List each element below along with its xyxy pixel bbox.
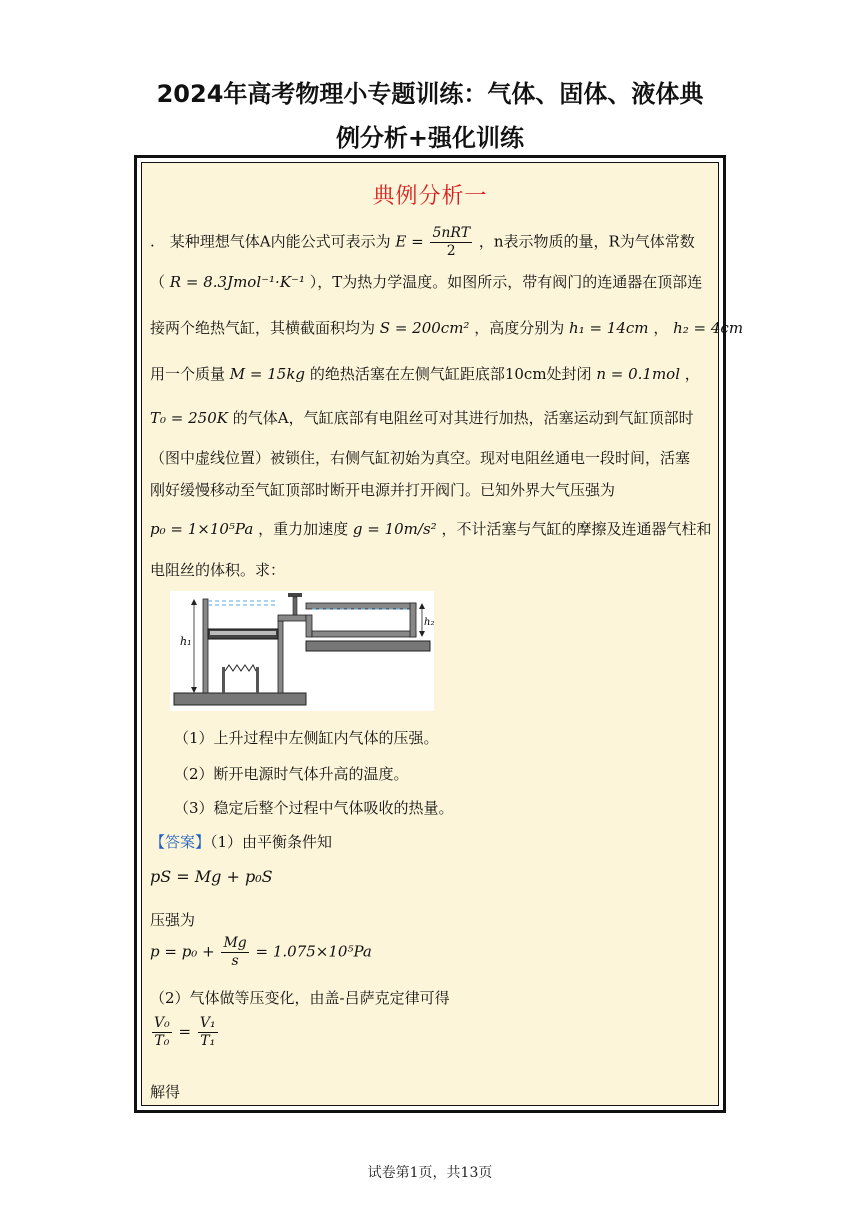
page-footer: 试卷第1页，共13页 bbox=[367, 1165, 493, 1181]
gravity-value: g = 10m/s² bbox=[352, 520, 437, 538]
problem-text: 的绝热活塞在左侧气缸距底部10cm处封闭 bbox=[309, 365, 592, 383]
problem-line-9: 电阻丝的体积。求： bbox=[150, 561, 286, 579]
equation-1: pS = Mg + p₀S bbox=[150, 867, 273, 886]
problem-line-8 bbox=[150, 518, 711, 539]
h1-arrow-head-top bbox=[191, 599, 197, 605]
problem-line-3 bbox=[150, 317, 743, 338]
left-base-platform bbox=[174, 693, 306, 705]
equation-3: $\frac{\text{V₀}}{\text{T₀}}$ = $\frac{\text{V₁}}{\text{T₁}}$ bbox=[154, 1015, 216, 1049]
moles-value: n = 0.1mol bbox=[596, 365, 680, 383]
question-2: （2）断开电源时气体升高的温度。 bbox=[174, 765, 409, 783]
equation-3-denominator-right: T₁ bbox=[200, 1033, 216, 1049]
connector-left-top bbox=[278, 615, 306, 621]
problem-text: 接两个绝热气缸，其横截面积均为 bbox=[150, 319, 376, 337]
problem-text: ， bbox=[684, 365, 700, 383]
answer-line-2: 压强为 bbox=[150, 911, 196, 929]
apparatus-diagram bbox=[170, 591, 434, 711]
apparatus-figure bbox=[170, 591, 434, 711]
left-cylinder-right-wall bbox=[278, 621, 283, 693]
problem-text: . 某种理想气体A内能公式可表示为 bbox=[150, 232, 391, 251]
answer-tag: 【答案】 bbox=[150, 833, 211, 851]
equation-3-fraction-right bbox=[198, 1015, 218, 1050]
energy-formula-fraction bbox=[430, 225, 472, 260]
piston-highlight bbox=[210, 631, 276, 635]
mass-value: M = 15kg bbox=[229, 365, 306, 383]
left-cylinder-left-wall bbox=[203, 599, 208, 693]
area-value: S = 200cm² bbox=[379, 319, 470, 337]
h2-arrow-head-bottom bbox=[419, 631, 425, 637]
h1-value: h₁ = 14cm bbox=[569, 319, 649, 337]
problem-text: ， bbox=[653, 319, 669, 337]
right-base-platform bbox=[306, 641, 430, 651]
equation-2 bbox=[150, 935, 372, 970]
problem-line-7: 刚好缓慢移动至气缸顶部时断开电源并打开阀门。已知外界大气压强为 bbox=[150, 481, 616, 499]
connector-right-wall bbox=[306, 615, 312, 637]
gas-constant-value: R = 8.3Jmol⁻¹·K⁻¹ bbox=[169, 273, 305, 291]
h1-arrow-head-bottom bbox=[191, 687, 197, 693]
answer-line-1 bbox=[150, 831, 332, 852]
answer-text: （1）由平衡条件知 bbox=[210, 833, 333, 851]
h2-value: h₂ = 4cm bbox=[673, 319, 744, 337]
equation-3-denominator-left: T₀ bbox=[154, 1033, 170, 1049]
equation-3-fraction-left bbox=[152, 1015, 172, 1050]
problem-line-1 bbox=[150, 225, 695, 260]
h2-label: h₂ bbox=[424, 617, 434, 628]
connector-top-tube bbox=[306, 603, 416, 609]
document-title-line-2: 例分析+强化训练 bbox=[335, 124, 525, 152]
h1-label: h₁ bbox=[180, 635, 192, 648]
example-box-inner bbox=[141, 162, 744, 1106]
problem-line-5 bbox=[150, 407, 694, 428]
problem-text: 的气体A，气缸底部有电阻丝可对其进行加热，活塞运动到气缸顶部时 bbox=[232, 409, 694, 427]
wire-post-right bbox=[256, 667, 259, 693]
equation-2-lhs: p = p₀ + bbox=[150, 942, 215, 961]
right-cylinder-wall bbox=[410, 603, 416, 637]
problem-text: ，不计活塞与气缸的摩擦及连通器气柱和 bbox=[441, 520, 712, 538]
right-cylinder-bottom bbox=[312, 631, 416, 637]
wire-post-left bbox=[222, 667, 225, 693]
question-3: （3）稳定后整个过程中气体吸收的热量。 bbox=[174, 799, 454, 817]
problem-text: ），T为热力学温度。如图所示，带有阀门的连通器在顶部连 bbox=[309, 273, 703, 291]
answer-line-3: （2）气体做等压变化，由盖-吕萨克定律可得 bbox=[150, 989, 450, 1007]
equation-2-fraction bbox=[221, 935, 248, 970]
energy-formula-numerator: 5nRT bbox=[432, 225, 471, 241]
problem-text: ，高度分别为 bbox=[474, 319, 565, 337]
problem-line-4 bbox=[150, 363, 700, 384]
problem-text: ，重力加速度 bbox=[258, 520, 349, 538]
equation-2-numerator: Mg bbox=[223, 935, 247, 951]
problem-text: 用一个质量 bbox=[150, 365, 226, 383]
energy-formula-lhs: E = bbox=[395, 232, 424, 251]
energy-formula-denominator: 2 bbox=[446, 243, 456, 259]
question-1: （1）上升过程中左侧缸内气体的压强。 bbox=[174, 729, 439, 747]
valve-stem bbox=[293, 597, 297, 615]
resistance-wire bbox=[225, 665, 256, 671]
equation-2-rhs: = 1.075×10⁵Pa bbox=[255, 942, 372, 961]
equation-3-numerator-left: V₀ bbox=[154, 1015, 170, 1031]
section-heading: 典例分析一 bbox=[372, 184, 488, 209]
problem-text: （ bbox=[150, 273, 166, 291]
valve-handle bbox=[288, 593, 302, 597]
initial-temperature-value: T₀ = 250K bbox=[150, 409, 228, 427]
atmospheric-pressure-value: p₀ = 1×10⁵Pa bbox=[150, 520, 254, 538]
problem-line-6: （图中虚线位置）被锁住，右侧气缸初始为真空。现对电阻丝通电一段时间，活塞 bbox=[150, 449, 691, 467]
problem-line-2 bbox=[150, 271, 702, 292]
equation-2-denominator: s bbox=[231, 953, 239, 969]
document-title-line-1: 2024年高考物理小专题训练：气体、固体、液体典 bbox=[156, 80, 704, 108]
h2-arrow-head-top bbox=[419, 603, 425, 609]
answer-line-4: 解得 bbox=[150, 1083, 181, 1101]
equation-3-numerator-right: V₁ bbox=[199, 1015, 216, 1031]
example-box bbox=[134, 155, 744, 1113]
problem-text: ，n表示物质的量，R为气体常数 bbox=[478, 232, 695, 251]
